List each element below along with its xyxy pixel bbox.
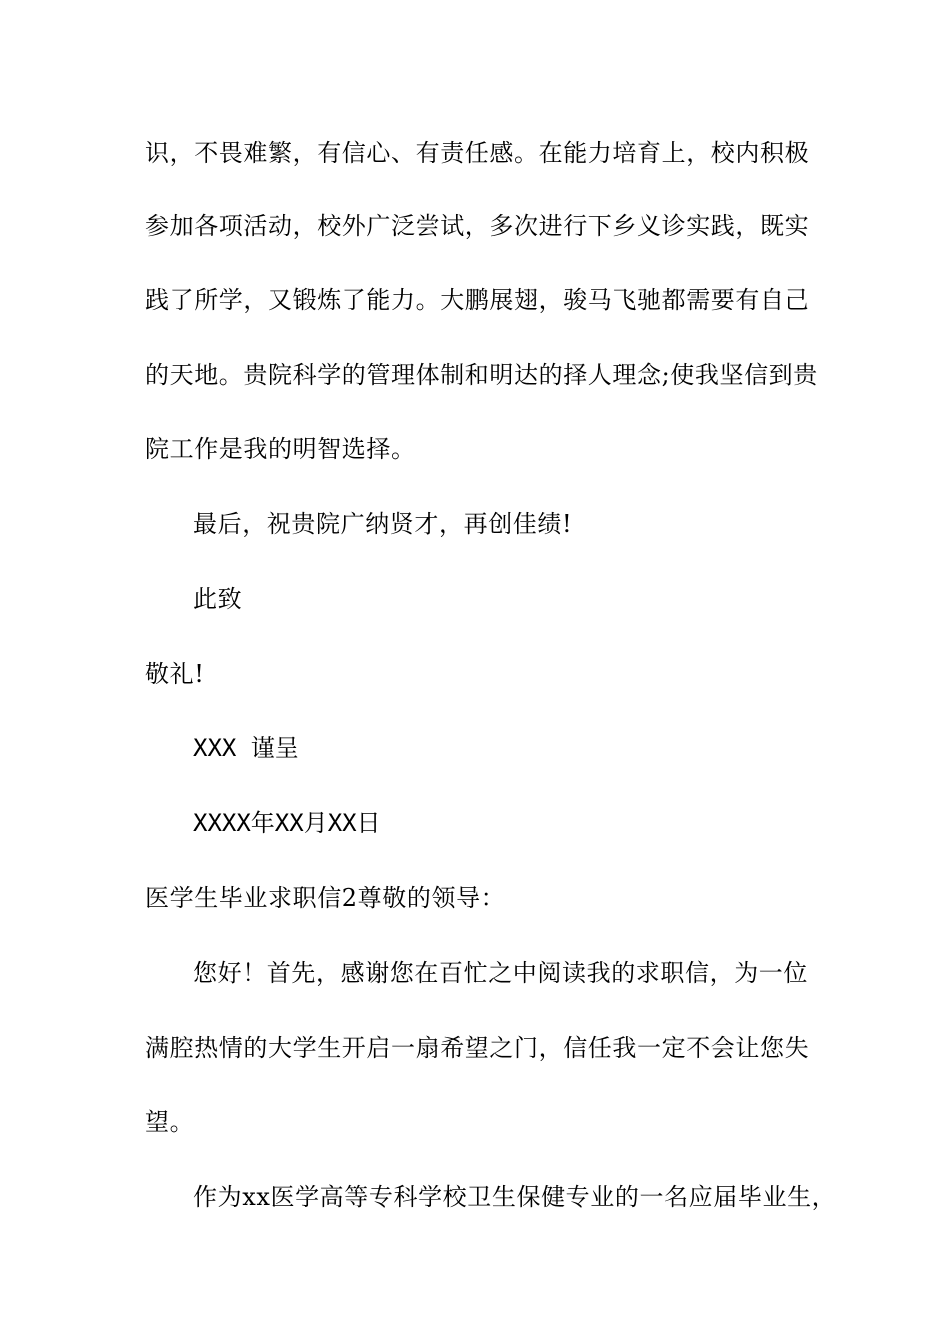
paragraph-line: 参加各项活动，校外广泛尝试，多次进行下乡义诊实践，既实 — [145, 212, 810, 240]
paragraph-line: 践了所学，又锻炼了能力。大鹏展翅，骏马飞驰都需要有自己 — [145, 286, 810, 314]
paragraph-line: 您好！首先，感谢您在百忙之中阅读我的求职信，为一位 — [193, 959, 808, 987]
signature: XXX 谨呈 — [193, 734, 299, 762]
paragraph-line: 识，不畏难繁，有信心、有责任感。在能力培育上，校内积极 — [145, 139, 810, 167]
paragraph-line: 的天地。贵院科学的管理体制和明达的择人理念;使我坚信到贵 — [145, 361, 818, 389]
salutation-cizhi: 此致 — [193, 585, 243, 613]
date: XXXX年XX月XX日 — [193, 809, 381, 837]
paragraph-line: 作为xx医学高等专科学校卫生保健专业的一名应届毕业生， — [193, 1183, 837, 1211]
closing-wish: 最后，祝贵院广纳贤才，再创佳绩! — [193, 510, 573, 538]
section-heading: 医学生毕业求职信2尊敬的领导： — [145, 884, 506, 912]
salutation-jingli: 敬礼! — [145, 660, 205, 688]
paragraph-line: 满腔热情的大学生开启一扇希望之门，信任我一定不会让您失 — [145, 1034, 810, 1062]
paragraph-line: 院工作是我的明智选择。 — [145, 435, 416, 463]
paragraph-line: 望。 — [145, 1108, 195, 1136]
